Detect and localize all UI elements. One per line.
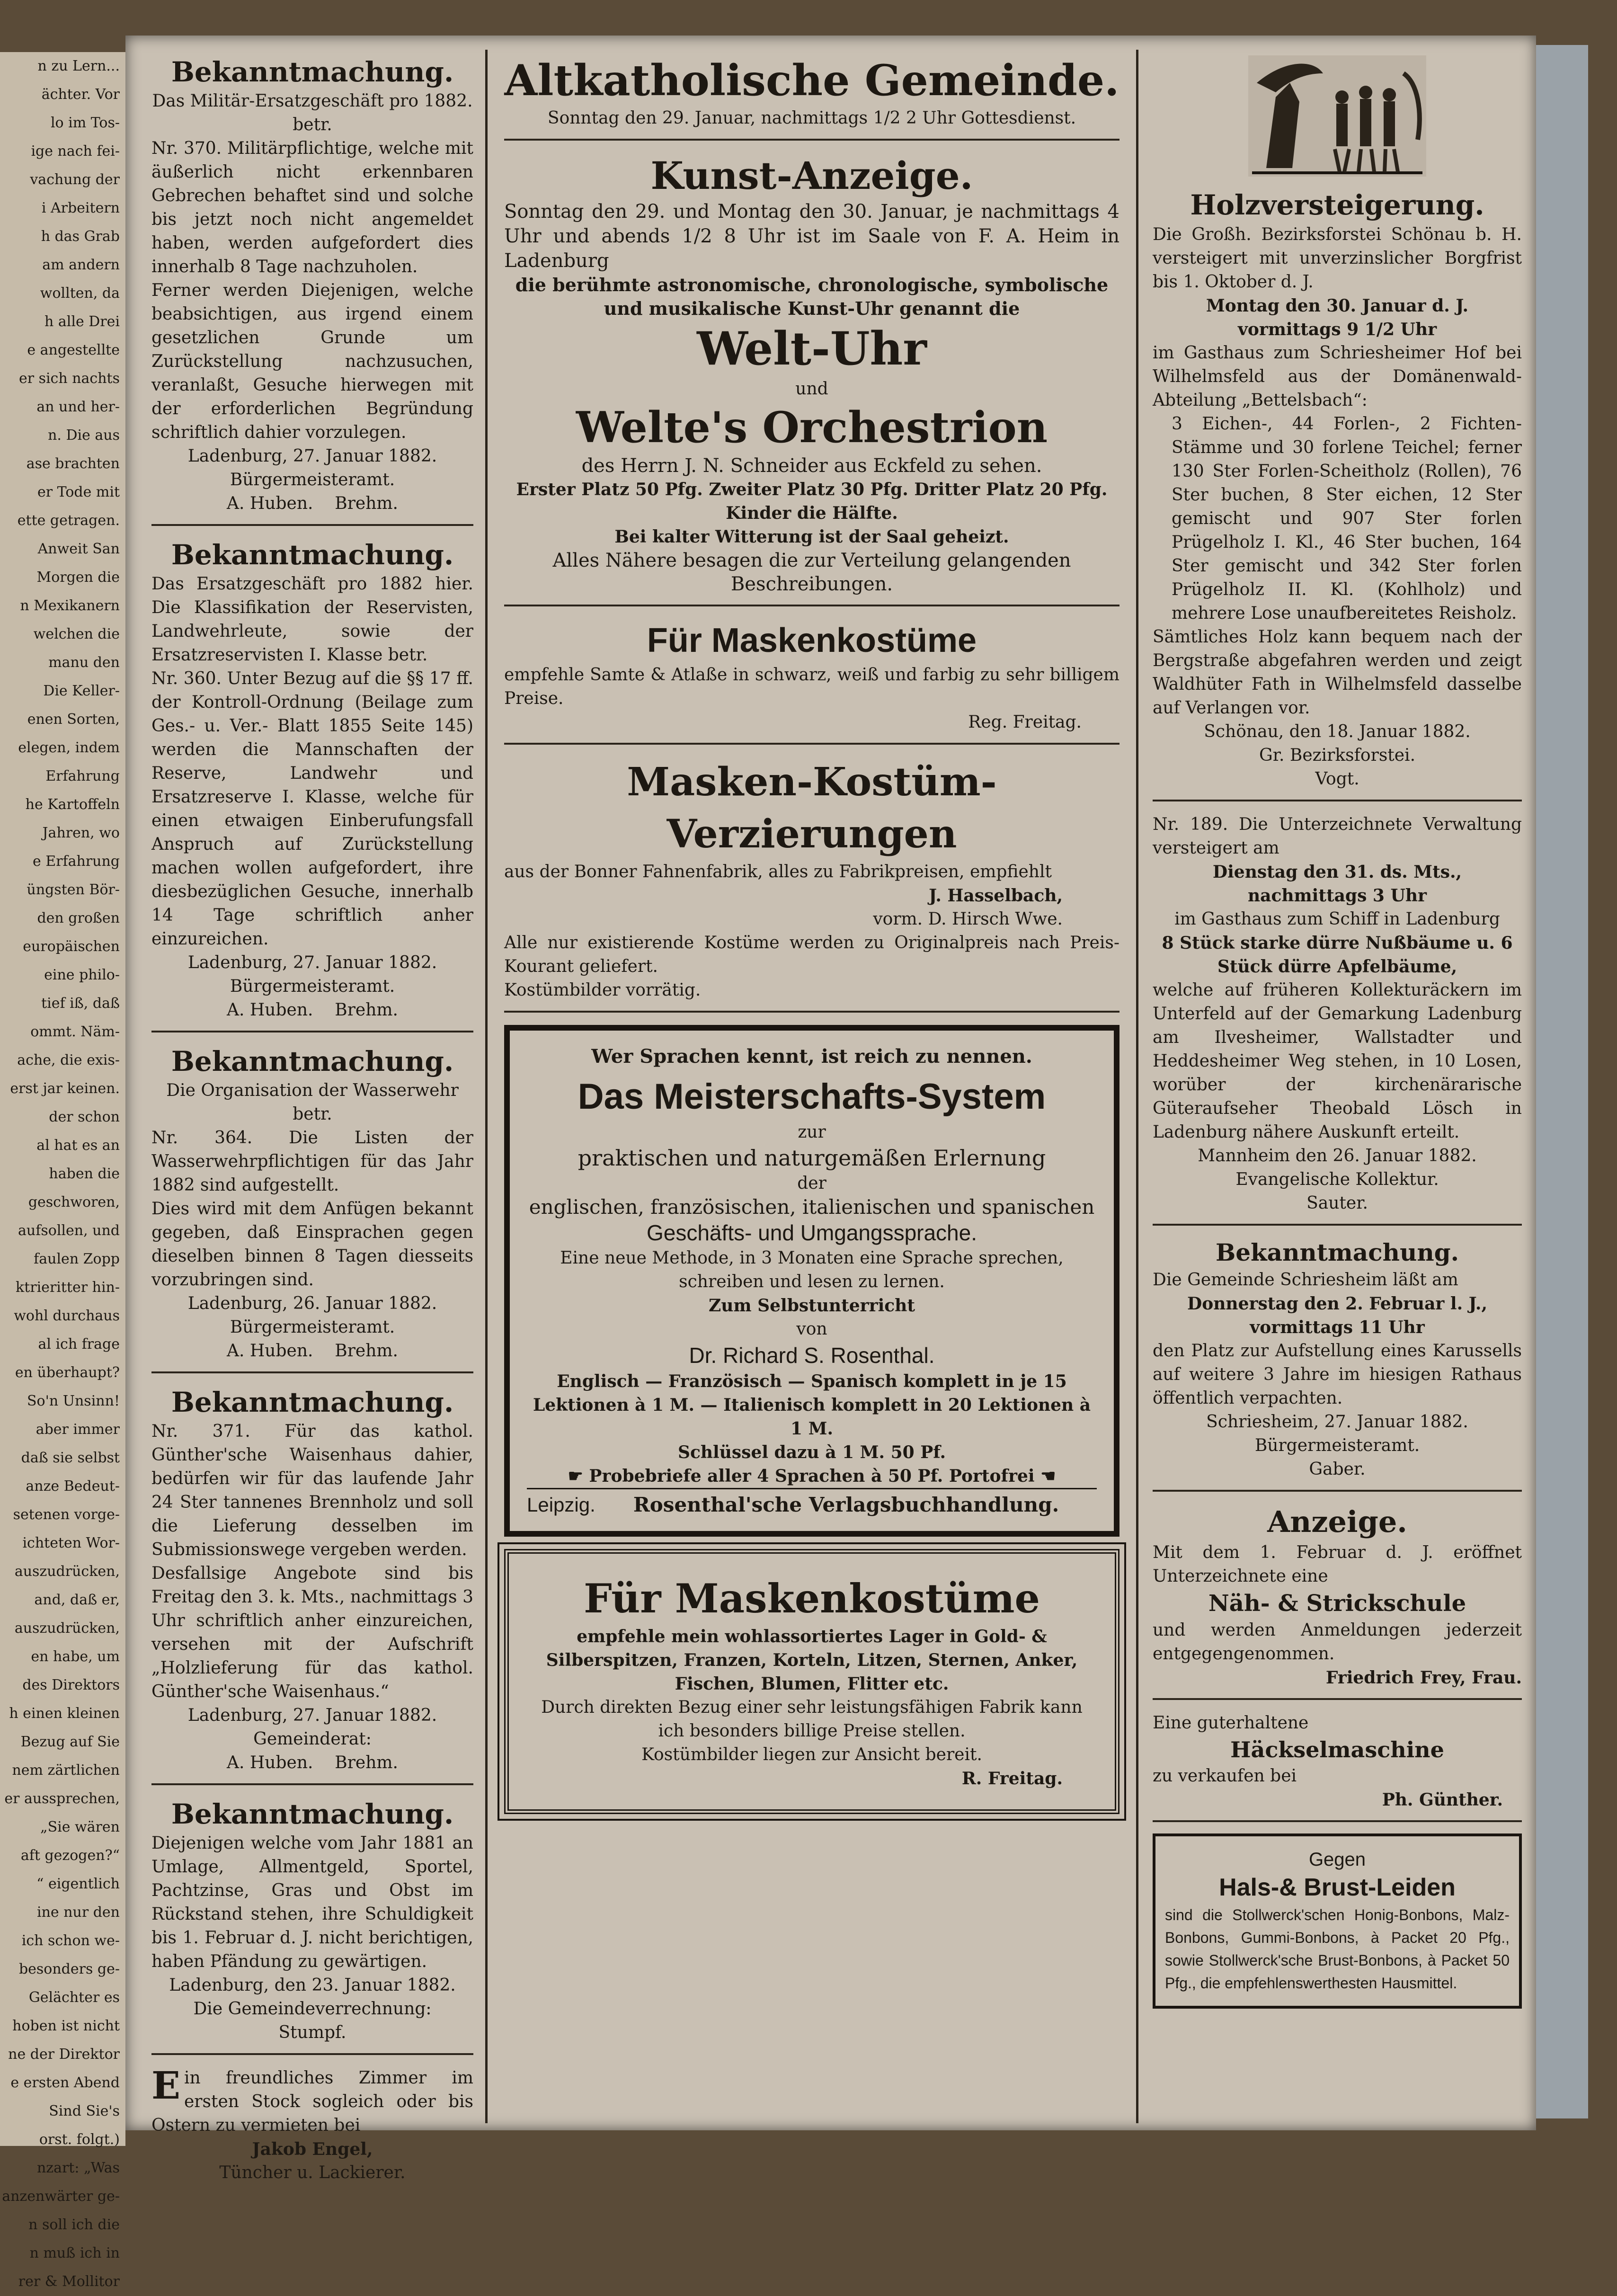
notice-signature: Vogt. [1315,769,1359,789]
left-strip-line: ne der Direktor [8,2046,120,2063]
notice-carousel [1153,1237,1522,1492]
ad-publisher: Rosenthal'sche Verlagsbuchhandlung. [633,1493,1059,1516]
left-strip-line: rer & Mollitor [18,2273,120,2290]
woodcut-illustration-icon [1247,54,1427,178]
left-strip-line: ommt. Näm- [30,1023,120,1040]
ad-body: und werden Anmeldungen jederzeit entgegengenommen. [1153,1620,1522,1664]
notice-body: Nr. 371. Für das kathol. Günther'sche Waisenhaus dahier, bedürfen wir für das laufende Jahr 24 Ster tannenes Brennholz und soll die Lieferung desselben im Submissionswege vergeben werden. [151,1422,473,1559]
column-left [151,54,473,2185]
left-strip-line: ase brachten [26,455,120,472]
ad-body: aus der Bonner Fahnenfabrik, alles zu Fabrikpreisen, empfiehlt [504,862,1052,881]
notice-body: im Gasthaus zum Schiff in Ladenburg [1174,909,1500,929]
ad-title: Kunst-Anzeige. [650,153,973,198]
notice-body: Die Gemeinde Schriesheim läßt am [1153,1270,1458,1290]
notice-signature: Brehm. [335,1341,398,1361]
ad-headline: Häckselmaschine [1230,1737,1444,1762]
left-strip-line: hoben ist nicht [12,2018,120,2034]
left-strip-line: Erfahrung [45,768,120,784]
left-strip-line: orst. folgt.) [39,2131,120,2148]
left-strip-line: en habe, um [31,1648,120,1665]
notice-title: Bekanntmachung. [1215,1238,1459,1266]
notice-signature: A. Huben. [227,1000,313,1020]
notice-date: Schönau, den 18. Januar 1882. [1204,722,1471,741]
ad-body: praktischen und naturgemäßen Erlernung [578,1145,1046,1171]
ad-meisterschafts-system [504,1025,1119,1537]
notice-when: Donnerstag den 2. Februar l. J., vormittags 11 Uhr [1187,1294,1487,1337]
book-binding [1536,45,1588,2118]
notice-signature: Brehm. [335,1000,398,1020]
notice-office: Bürgermeisteramt. [230,977,395,996]
ad-motto: Wer Sprachen kennt, ist reich zu nennen. [591,1045,1032,1068]
ad-mask-costumes-gold [504,1549,1119,1814]
notice-body: welche auf früheren Kollekturäckern im Unterfeld auf der Gemarkung Ladenburg am Ilvesheimer, Wallstadter und Heddesheimer Weg stehen, in 10 Losen, worüber der kirchenärarische Güteraufseher Theobald Lösch in Ladenburg nähere Auskunft erteilt. [1153,980,1522,1142]
left-strip-line: Die Keller- [43,683,120,699]
notice-signature: Gaber. [1309,1459,1366,1479]
ad-headline: Welt-Uhr [697,322,927,375]
newspaper-page [125,36,1536,2182]
left-strip-line: So'n Unsinn! [27,1393,120,1409]
left-strip-line: n zu Lern... [37,58,120,74]
notice-date: Ladenburg, 26. Januar 1882. [187,1294,437,1313]
ad-body: empfehle mein wohlassortiertes Lager in Gold- & Silberspitzen, Franzen, Korteln, Litzen, Sternen, Anker, Fischen, Blumen, Flitter etc. [546,1627,1078,1694]
left-strip-line: en überhaupt? [15,1364,120,1381]
left-strip-line: auszudrücken, [14,1563,120,1580]
ad-headline: Welte's Orchestrion [576,402,1048,453]
ad-body: zu verkaufen bei [1153,1766,1297,1786]
left-strip-line: er aussprechen, [4,1790,120,1807]
notice-firewood [151,1385,473,1785]
ad-title: Für Maskenkostüme [584,1575,1040,1622]
ad-body: in freundliches Zimmer im ersten Stock sogleich oder bis Ostern zu vermieten bei [151,2068,473,2135]
notice-waterwatch [151,1044,473,1373]
left-strip-line: e ersten Abend [10,2074,120,2091]
left-strip-line: ette getragen. [17,512,120,529]
notice-subtitle: Die Organisation der Wasserwehr betr. [166,1081,459,1124]
notice-body: Die Großh. Bezirksforstei Schönau b. H. versteigert mit unverzinslicher Borgfrist bis 1. Oktober d. J. [1153,225,1522,292]
left-strip-line: haben die [49,1166,120,1182]
notice-signature: A. Huben. [227,1753,313,1772]
notice-title: Bekanntmachung. [171,1045,454,1077]
ad-signature: Ph. Günther. [1382,1790,1503,1810]
ad-title: Das Meisterschafts-System [578,1077,1046,1117]
notice-title: Bekanntmachung. [171,539,454,571]
notice-office: Bürgermeisteramt. [230,470,395,489]
notice-signature: Brehm. [335,1753,398,1772]
ad-city: Leipzig. [527,1494,595,1516]
left-strip-line: er sich nachts [18,370,120,387]
left-strip-line: geschworen, [28,1194,120,1210]
left-strip-line: erst jar keinen. [10,1080,120,1097]
column-rule [1136,50,1138,2123]
left-strip-line: h einen kleinen [9,1705,120,1722]
notice-body: 8 Stück starke dürre Nußbäume u. 6 Stück dürre Apfelbäume, [1162,933,1513,977]
ad-costume-trimmings [504,756,1119,1013]
left-strip-line: ichteten Wor- [22,1535,120,1551]
ad-body: empfehle Samte & Atlaße in schwarz, weiß und farbig zu sehr billigem Preise. [504,665,1119,708]
left-strip-line: enen Sorten, [27,711,120,728]
left-strip-line: eine philo- [44,967,120,983]
left-strip-line: tief iß, daß [41,995,120,1012]
ad-connector: zur [798,1122,826,1142]
notice-signature: A. Huben. [227,494,313,513]
drop-initial: E [151,2063,180,2108]
notice-signature: Stumpf. [278,2023,346,2042]
ad-body: Zum Selbstunterricht [709,1296,915,1316]
notice-body: den Platz zur Aufstellung eines Karussells auf weitere 3 Jahre im hiesigen Rathaus öffentlich verpachten. [1153,1341,1522,1408]
left-strip-line: Anweit San [37,541,120,557]
ad-body: Alle nur existierende Kostüme werden zu Originalpreis nach Preis-Kourant geliefert. [504,933,1119,976]
left-strip-line: Sind Sie's [49,2103,120,2119]
ad-signature-role: Tüncher u. Lackierer. [219,2163,406,2182]
column-right [1153,54,1522,2009]
ad-body: Gegen [1308,1849,1366,1870]
ad-mask-costumes-velvet [504,618,1119,745]
left-strip-line: daß sie selbst [21,1450,120,1466]
left-strip-line: nzart: „Was [36,2160,120,2176]
left-strip-line: “ eigentlich [36,1876,120,1892]
left-strip-line: lo im Tos- [50,115,120,131]
left-strip-line: n Mexikanern [20,597,120,614]
left-strip-line: anzenwärter ge- [2,2188,120,2205]
notice-office: Bürgermeisteramt. [1254,1436,1420,1455]
left-strip-line: ache, die exis- [17,1052,120,1068]
notice-body: Nr. 189. Die Unterzeichnete Verwaltung versteigert am [1153,815,1522,858]
ad-art-display [504,152,1119,606]
left-strip-line: aber immer [36,1421,120,1438]
left-strip-line: der schon [49,1109,120,1125]
ad-body: Kostümbilder liegen zur Ansicht bereit. [641,1745,982,1764]
ad-connector: und [795,379,828,399]
ad-room-for-rent [151,2063,473,2185]
ad-body: Durch direkten Bezug einer sehr leistungsfähigen Fabrik kann ich besonders billige Preise stellen. [541,1698,1083,1741]
left-strip-line: e Erfahrung [32,853,120,870]
ad-connector: von [796,1319,827,1339]
notice-subtitle: Das Ersatzgeschäft pro 1882 hier. Die Klassifikation der Reservisten, Landwehrleute, sowie der Ersatzreservisten I. Klasse betr. [151,574,473,665]
left-strip-line: welchen die [33,626,120,642]
left-strip-line: setenen vorge- [13,1506,120,1523]
left-strip-line: Gelächter es [28,1989,120,2006]
ad-headline: Hals-& Brust-Leiden [1219,1874,1456,1901]
notice-signature: Brehm. [335,494,398,513]
left-strip-line: n muß ich in [29,2245,120,2261]
ad-signature: Jakob Engel, [252,2139,373,2159]
left-strip-line: wohl durchaus [14,1308,120,1324]
ad-body: Sonntag den 29. Januar, nachmittags 1/2 2 Uhr Gottesdienst. [547,108,1076,128]
left-strip-line: europäischen [23,938,120,955]
notice-arrears [151,1797,473,2055]
notice-title: Bekanntmachung. [171,1386,454,1418]
left-strip-line: manu den [48,654,120,671]
notice-body: Nr. 360. Unter Bezug auf die §§ 17 ff. der Kontroll-Ordnung (Beilage zum Ges.- u. Ver.- Blatt 1855 Seite 145) werden die Mannschaften der Reserve, Landwehr und Ersatzreserve I. Klasse, welche für einen etwaigen Einberufungsfall Anspruch auf Zurückstellung machen wollen aufgefordert, ihre diesbezüglichen Gesuche, innerhalb 14 Tage schriftlich anher einzureichen. [151,669,473,949]
left-strip-line: ine nur den [36,1904,120,1921]
ad-title: Anzeige. [1267,1504,1407,1539]
ad-connector: der [797,1174,826,1193]
left-strip-line: auszudrücken, [14,1620,120,1637]
left-strip-line: aufsollen, und [18,1222,120,1239]
left-strip-line: anze Bedeut- [26,1478,120,1495]
notice-body: 3 Eichen-, 44 Forlen-, 2 Fichten-Stämme und 30 forlene Teichel; ferner 130 Ster Forlen-Scheitholz (Rollen), 76 Ster buchen, 8 Ster eichen, 12 Ster gemischt und 907 Ster forlen Prügelholz I. Kl., 46 Ster buchen, 164 Ster gemischt und 342 Ster forlen Prügelholz II. Kl. (Kohlholz) und mehrere Lose unaufbereitetes Reisholz. [1172,414,1522,623]
ad-body: die berühmte astronomische, chronologische, symbolische und musikalische Kunst-Uhr genannt die [515,274,1109,319]
ad-body: Schlüssel dazu à 1 M. 50 Pf. [677,1442,946,1462]
notice-when: Dienstag den 31. ds. Mts., nachmittags 3 Uhr [1212,862,1462,906]
notice-date: Schriesheim, 27. Januar 1882. [1206,1412,1468,1432]
left-strip-line: an und her- [36,399,120,415]
ad-title: Masken-Kostüm-Verzierungen [627,759,997,857]
notice-body: im Gasthaus zum Schriesheimer Hof bei Wilhelmsfeld aus der Domänenwald-Abteilung „Bettelsbach“: [1153,343,1522,410]
notice-body: Nr. 364. Die Listen der Wasserwehrpflichtigen für das Jahr 1882 sind aufgestellt. [151,1128,473,1195]
notice-reserve [151,537,473,1032]
ad-body: des Herrn J. N. Schneider aus Eckfeld zu sehen. [581,455,1042,477]
left-strip-line: Bezug auf Sie [20,1734,120,1750]
left-strip-line: n. Die aus [48,427,120,444]
left-strip-line: des Direktors [22,1677,120,1693]
ad-body: Mit dem 1. Februar d. J. eröffnet Unterzeichnete eine [1153,1543,1522,1586]
ad-chaff-cutter [1153,1711,1522,1822]
notice-body: Dies wird mit dem Anfügen bekannt gegeben, daß Einsprachen gegen dieselben binnen 8 Tagen diesseits vorzubringen sind. [151,1199,473,1290]
ad-headline: Näh- & Strickschule [1208,1590,1466,1617]
left-strip-line: üngsten Bör- [27,881,120,898]
left-strip-line: am andern [42,257,120,273]
left-strip-line: elegen, indem [18,739,120,756]
ad-old-catholic [504,54,1119,141]
left-strip-line: h alle Drei [44,313,120,330]
left-strip-line: n soll ich die [28,2216,120,2233]
notice-office: Die Gemeindeverrechnung: [193,1999,432,2019]
notice-body: Nr. 370. Militärpflichtige, welche mit äußerlich nicht erkennbaren Gebrechen behaftet sind und solche bis jetzt noch nicht angemeldet haben, werden aufgefordert dies innerhalb 8 Tage nachzuholen. [151,139,473,276]
left-strip-line: ich schon we- [21,1932,120,1949]
left-strip-line: al hat es an [36,1137,120,1154]
ad-body: Englisch — Französisch — Spanisch komplett in je 15 Lektionen à 1 M. — Italienisch komplett in 20 Lektionen à 1 M. [533,1371,1091,1439]
pointing-hand-icon: ☚ [1034,1466,1056,1486]
ad-body: Kostümbilder vorrätig. [504,980,701,1000]
left-strip-line: wollten, da [40,285,120,302]
notice-office: Gemeinderat: [253,1729,372,1749]
notice-title: Bekanntmachung. [171,1798,454,1830]
notice-body: Desfallsige Angebote sind bis Freitag den 3. k. Mts., nachmittags 3 Uhr schriftlich anher einzureichen, versehen mit der Aufschrift „Holzlieferung für das kathol. Günther'sche Waisenhaus.“ [151,1564,473,1701]
left-page-strip [0,52,125,2290]
column-center [504,54,1119,1826]
ad-body: Probebriefe aller 4 Sprachen à 50 Pf. Portofrei [589,1466,1035,1486]
notice-office: Bürgermeisteramt. [230,1317,395,1337]
ad-body: englischen, französischen, italienischen und spanischen [529,1195,1095,1219]
left-strip-line: Jahren, wo [42,825,120,841]
left-strip-line: den großen [37,910,120,926]
notice-body: Diejenigen welche vom Jahr 1881 an Umlage, Allmentgeld, Sportel, Pachtzinse, Gras und Obst im Rückstand stehen, ihre Schuldigkeit bis 1. Februar d. J. nicht berichtigen, haben Pfändung zu gewärtigen. [151,1833,473,1971]
left-strip-line: „Sie wären [40,1819,120,1835]
ad-body: Alles Nähere besagen die zur Verteilung gelangenden Beschreibungen. [552,550,1071,595]
notice-office: Gr. Bezirksforstei. [1259,746,1416,765]
notice-office: Evangelische Kollektur. [1235,1170,1439,1189]
left-strip-line: er Tode mit [37,484,120,500]
notice-title: Holzversteigerung. [1190,189,1484,221]
ad-prices: Erster Platz 50 Pfg. Zweiter Platz 30 Pfg. Dritter Platz 20 Pfg. Kinder die Hälfte. [516,480,1108,523]
ad-signature: J. Hasselbach, [929,886,1063,906]
left-strip-line: e angestellte [27,342,120,358]
left-strip-line: besonders ge- [18,1961,120,1977]
ad-note: Bei kalter Witterung ist der Saal geheizt. [614,527,1009,547]
left-strip-line: he Kartoffeln [25,796,120,813]
left-strip-line: ächter. Vor [41,86,120,103]
left-strip-line: ktrieritter hin- [16,1279,120,1296]
ad-sewing-school [1153,1503,1522,1700]
ad-title: Altkatholische Gemeinde. [504,55,1119,106]
notice-subtitle: Das Militär-Ersatzgeschäft pro 1882. betr. [152,91,473,134]
ad-signature: R. Freitag. [961,1769,1063,1789]
ad-body: Eine neue Methode, in 3 Monaten eine Sprache sprechen, schreiben und lesen zu lernen. [560,1248,1064,1291]
left-strip-line: and, daß er, [34,1592,120,1608]
notice-military [151,54,473,526]
ad-body: Eine guterhaltene [1153,1713,1309,1733]
notice-signature: Sauter. [1306,1193,1368,1213]
ad-body: sind die Stollwerck'schen Honig-Bonbons, Malz-Bonbons, Gummi-Bonbons, à Packet 20 Pfg., sowie Stollwerck'sche Brust-Bonbons, à Packet 50 Pfg., die empfehlenswerthesten Hausmittel. [1165,1906,1510,1992]
notice-date: Ladenburg, 27. Januar 1882. [187,446,437,466]
left-strip-line: ige nach fei- [31,143,120,160]
notice-title: Bekanntmachung. [171,56,454,88]
left-strip-line: Morgen die [36,569,120,586]
ad-signature: Reg. Freitag. [968,712,1082,732]
ad-signature: Friedrich Frey, Frau. [1325,1668,1522,1688]
notice-when: Montag den 30. Januar d. J. vormittags 9 1/2 Uhr [1206,296,1469,339]
notice-signature: A. Huben. [227,1341,313,1361]
left-strip-line: al ich frage [38,1336,120,1353]
ad-title: Für Maskenkostüme [647,622,977,659]
ad-author: Dr. Richard S. Rosenthal. [689,1343,935,1368]
ad-stollwerck [1153,1833,1522,2009]
ad-signature: vorm. D. Hirsch Wwe. [873,909,1063,929]
notice-date: Ladenburg, 27. Januar 1882. [187,1706,437,1725]
notice-body: Ferner werden Diejenigen, welche beabsichtigen, aus irgend einem gesetzlichen Grunde um Zurückstellung nachzusuchen, veranlaßt, Gesuche hierwegen mit der erforderlichen Begründung schriftlich dahier vorzulegen. [151,281,473,442]
ad-body: Sonntag den 29. und Montag den 30. Januar, je nachmittags 4 Uhr und abends 1/2 8 Uhr ist im Saale von F. A. Heim in Ladenburg [504,201,1119,272]
notice-date: Ladenburg, 27. Januar 1882. [187,953,437,972]
notice-wood-auction [1153,54,1522,801]
left-strip-line: nem zärtlichen [12,1762,120,1779]
notice-date: Ladenburg, den 23. Januar 1882. [169,1976,456,1995]
left-strip-line: i Arbeitern [41,200,120,216]
ad-body: Geschäfts- und Umgangssprache. [646,1220,977,1245]
left-strip-line: aft gezogen?“ [20,1847,120,1864]
column-rule [485,50,488,2123]
notice-tree-auction [1153,813,1522,1226]
left-strip-line: h das Grab [41,228,120,245]
notice-date: Mannheim den 26. Januar 1882. [1198,1146,1477,1166]
left-strip-line: vachung der [30,171,120,188]
pointing-hand-icon: ☛ [568,1466,589,1486]
notice-body: Sämtliches Holz kann bequem nach der Bergstraße abgefahren werden und zeigt Waldhüter Fath in Wilhelmsfeld dasselbe auf Verlangen vor. [1153,627,1522,718]
left-strip-line: faulen Zopp [34,1251,120,1267]
